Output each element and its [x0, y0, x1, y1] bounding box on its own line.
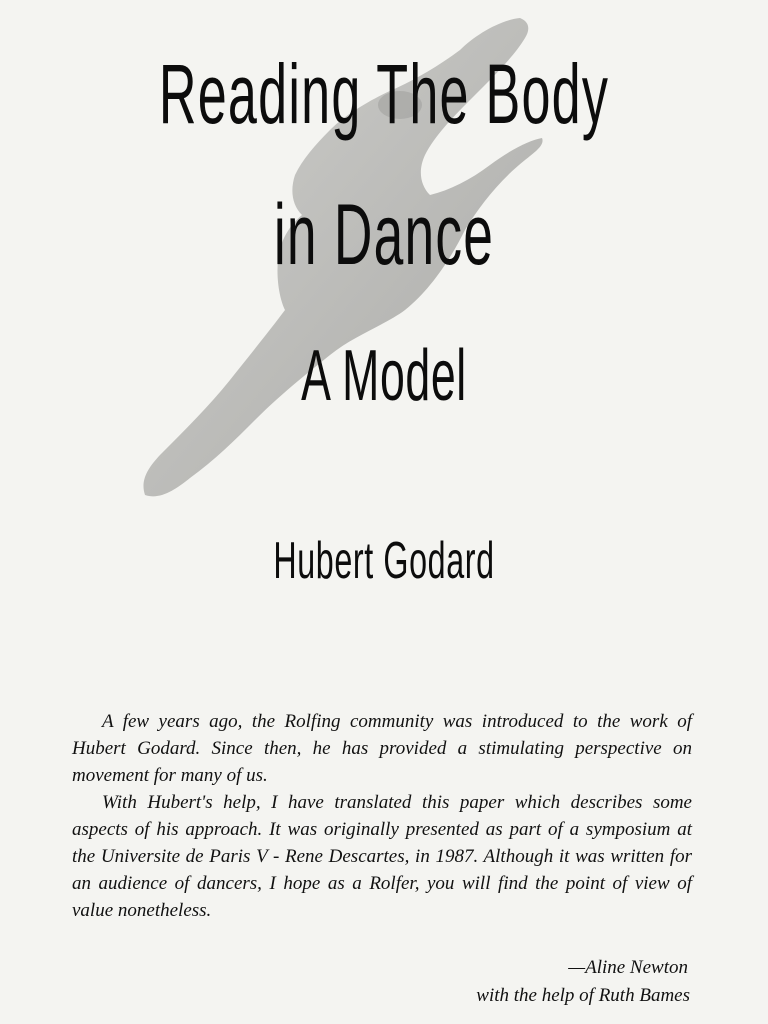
signature: —Aline Newton — [568, 957, 688, 978]
title-line-2: in Dance — [273, 187, 495, 283]
subtitle: A Model — [301, 336, 467, 416]
author-name: Hubert Godard — [273, 532, 495, 590]
intro-paragraph-2: With Hubert's help, I have translated this paper which describes some aspects of his approach. It was originally presented as part of a symposium at the Universite de Paris V - Rene Descartes, in 1987. Although it was written for an audience of dancers, I hope as a Rolfer, you will find the point of view of value nonetheless. — [72, 792, 692, 921]
intro-paragraph-1: A few years ago, the Rolfing community was introduced to the work of Hubert Godard. Since then, he has provided a stimulating perspective on movement for many of us. — [72, 711, 692, 786]
title-line-1: Reading The Body — [158, 47, 610, 141]
introduction — [72, 708, 692, 924]
signature-note: with the help of Ruth Bames — [476, 985, 690, 1006]
